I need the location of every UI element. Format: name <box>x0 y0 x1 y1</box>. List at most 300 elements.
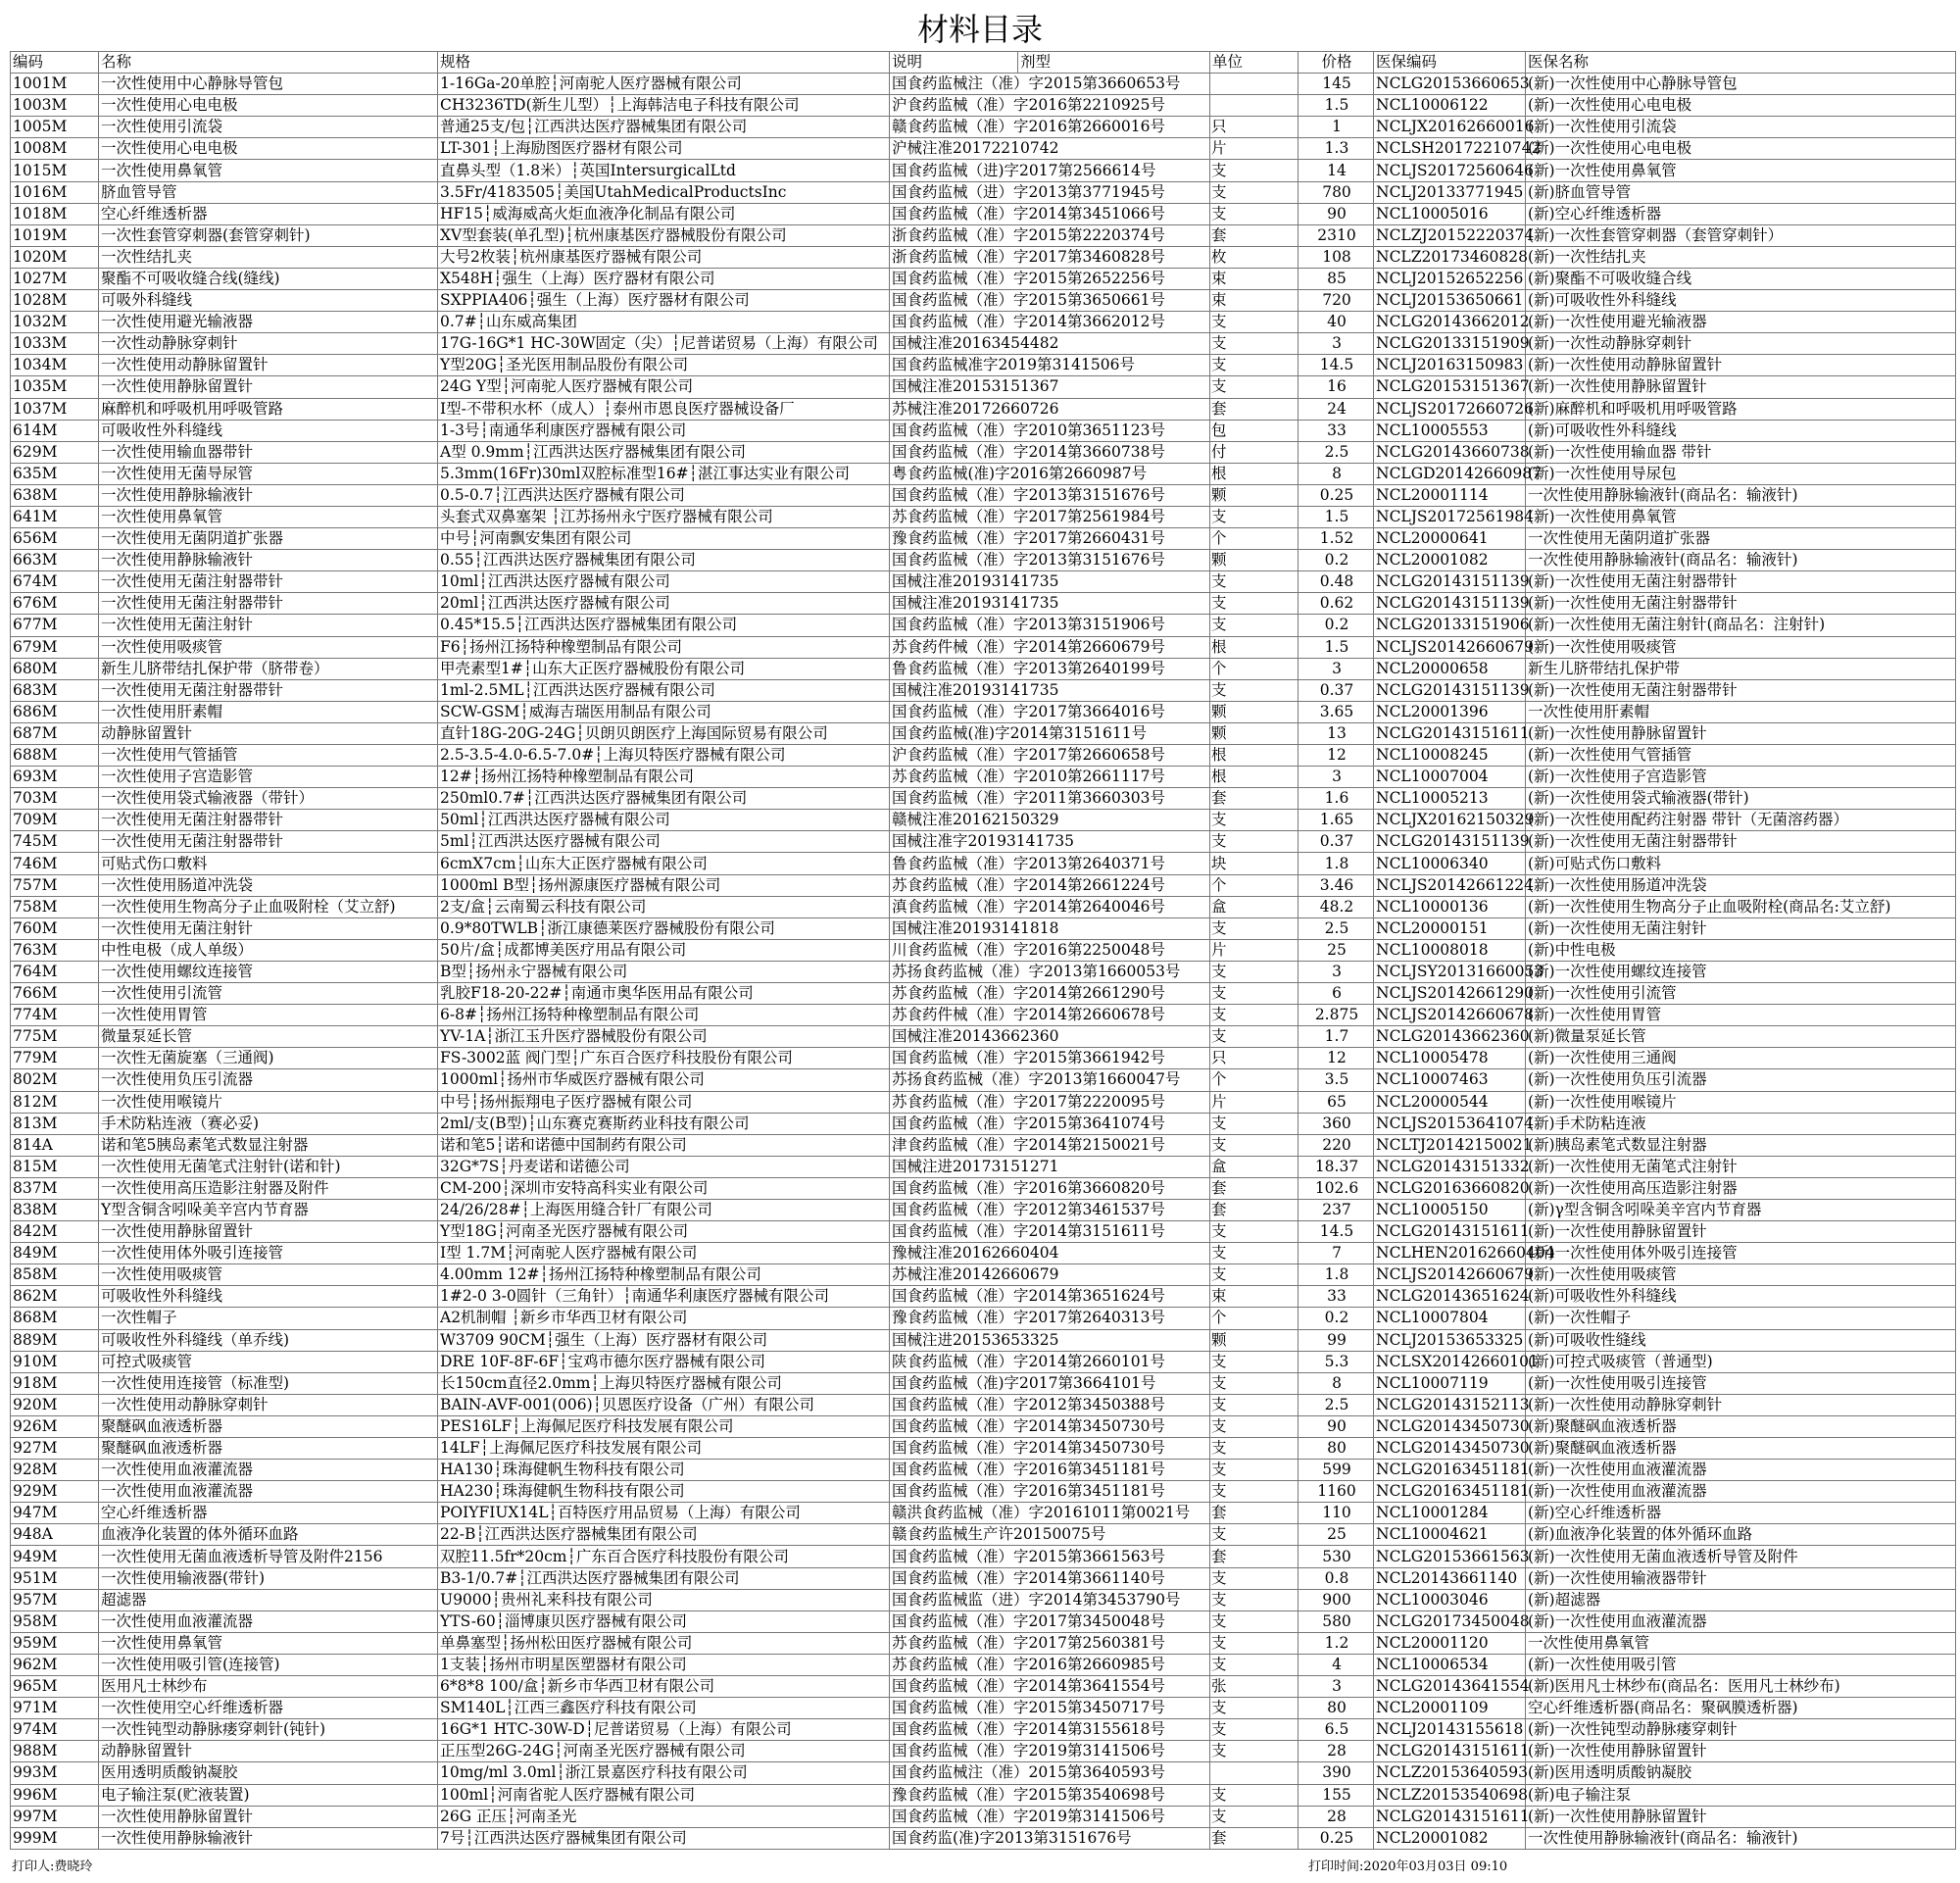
cell-approval: 国食药监械注（准）字2015第3660653号 <box>890 74 1210 95</box>
cell-approval: 国食药监械（准）字2012第3450388号 <box>890 1394 1210 1415</box>
cell-name: 一次性使用空心纤维透析器 <box>99 1698 438 1719</box>
cell-insurance-code: NCL20000658 <box>1374 658 1526 679</box>
cell-approval: 赣食药监械（准）字2016第2660016号 <box>890 117 1210 138</box>
cell-name: 空心纤维透析器 <box>99 1503 438 1524</box>
cell-unit: 支 <box>1210 1394 1298 1415</box>
cell-name: 一次性使用无菌注射器带针 <box>99 810 438 831</box>
cell-price: 0.37 <box>1298 679 1374 701</box>
cell-approval: 苏食药监械（准）字2017第2220095号 <box>890 1091 1210 1113</box>
table-row <box>11 961 1956 982</box>
cell-price: 33 <box>1298 420 1374 441</box>
cell-insurance-code: NCL10007119 <box>1374 1372 1526 1394</box>
cell-approval: 国食药监(准)字2013第3151676号 <box>890 1827 1210 1849</box>
cell-unit: 张 <box>1210 1676 1298 1698</box>
cell-code: 1028M <box>11 290 99 312</box>
cell-name: 一次性帽子 <box>99 1308 438 1329</box>
cell-insurance-name: (新)一次性使用生物高分子止血吸附栓(商品名:艾立舒) <box>1526 896 1956 917</box>
cell-price: 3 <box>1298 658 1374 679</box>
cell-approval: 国械注准20193141735 <box>890 593 1210 615</box>
cell-insurance-name: (新)微量泵延长管 <box>1526 1026 1956 1048</box>
cell-approval: 国食药监械（准）字2014第3651624号 <box>890 1286 1210 1308</box>
cell-approval: 国食药监械（准）字2019第3141506号 <box>890 1741 1210 1762</box>
cell-name: 可吸收性外科缝线 <box>99 420 438 441</box>
cell-unit: 套 <box>1210 1199 1298 1220</box>
cell-price: 237 <box>1298 1199 1374 1220</box>
cell-insurance-name: (新)一次性使用高压造影注射器 <box>1526 1177 1956 1199</box>
cell-name: 一次性使用静脉输液针 <box>99 1827 438 1849</box>
cell-insurance-name: (新)一次性套管穿刺器（套管穿刺针） <box>1526 224 1956 246</box>
cell-insurance-name: (新)胰岛素笔式数显注射器 <box>1526 1134 1956 1156</box>
table-row <box>11 1610 1956 1632</box>
cell-name: Y型含铜含吲哚美辛宫内节育器 <box>99 1199 438 1220</box>
cell-unit: 支 <box>1210 679 1298 701</box>
cell-code: 629M <box>11 441 99 463</box>
cell-approval: 鲁食药监械（准）字2013第2640199号 <box>890 658 1210 679</box>
cell-price: 0.25 <box>1298 1827 1374 1849</box>
table-row <box>11 224 1956 246</box>
cell-code: 687M <box>11 722 99 744</box>
cell-spec: 1000ml┆扬州市华威医疗器械有限公司 <box>438 1069 890 1091</box>
cell-price: 13 <box>1298 722 1374 744</box>
cell-approval: 国械注准20193141735 <box>890 679 1210 701</box>
table-row <box>11 1308 1956 1329</box>
cell-name: 中性电极（成人单级） <box>99 939 438 961</box>
cell-approval: 国食药监械（准）字2015第3661563号 <box>890 1546 1210 1567</box>
cell-name: 一次性使用吸痰管 <box>99 636 438 658</box>
cell-approval: 赣洪食药监械（准）字20161011第0021号 <box>890 1503 1210 1524</box>
cell-approval: 国食药监械（准）字2013第3151676号 <box>890 550 1210 571</box>
cell-price: 0.37 <box>1298 831 1374 853</box>
cell-name: 一次性使用鼻氧管 <box>99 506 438 527</box>
cell-unit: 支 <box>1210 1784 1298 1806</box>
cell-spec: 10ml┆江西洪达医疗器械有限公司 <box>438 571 890 593</box>
cell-unit: 颗 <box>1210 701 1298 722</box>
cell-code: 889M <box>11 1329 99 1351</box>
cell-insurance-name: (新)超滤器 <box>1526 1589 1956 1610</box>
cell-code: 677M <box>11 615 99 636</box>
cell-code: 779M <box>11 1048 99 1069</box>
cell-name: 诺和笔5胰岛素笔式数显注射器 <box>99 1134 438 1156</box>
cell-insurance-name: (新)可吸收性外科缝线 <box>1526 420 1956 441</box>
cell-unit: 支 <box>1210 1264 1298 1286</box>
cell-price: 145 <box>1298 74 1374 95</box>
cell-unit: 个 <box>1210 528 1298 550</box>
cell-insurance-code: NCL20001109 <box>1374 1698 1526 1719</box>
cell-insurance-name: (新)一次性使用避光输液器 <box>1526 312 1956 333</box>
cell-code: 635M <box>11 463 99 484</box>
cell-name: 一次性使用无菌注射器带针 <box>99 679 438 701</box>
cell-code: 688M <box>11 745 99 767</box>
cell-approval: 国械注准20163454482 <box>890 333 1210 355</box>
cell-unit: 支 <box>1210 961 1298 982</box>
cell-unit: 支 <box>1210 1610 1298 1632</box>
cell-insurance-code: NCLJ20153650661 <box>1374 290 1526 312</box>
cell-spec: 17G-16G*1 HC-30W固定（尖）┆尼普诺贸易（上海）有限公司 <box>438 333 890 355</box>
table-row <box>11 1524 1956 1546</box>
cell-code: 760M <box>11 917 99 939</box>
cell-name: 一次性使用无菌血液透析导管及附件2156 <box>99 1546 438 1567</box>
cell-price: 1.8 <box>1298 1264 1374 1286</box>
cell-code: 920M <box>11 1394 99 1415</box>
cell-insurance-code: NCLG20133151909 <box>1374 333 1526 355</box>
cell-spec: 1-3号┆南通华利康医疗器械有限公司 <box>438 420 890 441</box>
cell-code: 959M <box>11 1632 99 1654</box>
cell-price: 0.2 <box>1298 615 1374 636</box>
cell-spec: 长150cm直径2.0mm┆上海贝特医疗器械有限公司 <box>438 1372 890 1394</box>
cell-insurance-name: (新)一次性使用心电电极 <box>1526 95 1956 117</box>
table-row <box>11 74 1956 95</box>
table-row <box>11 181 1956 203</box>
cell-insurance-name: (新)一次性使用动静脉穿刺针 <box>1526 1394 1956 1415</box>
cell-insurance-name: 一次性使用无菌阴道扩张器 <box>1526 528 1956 550</box>
cell-price: 108 <box>1298 246 1374 268</box>
cell-approval: 国食药监械（准）字2016第3451181号 <box>890 1460 1210 1481</box>
cell-spec: 12#┆扬州江扬特种橡塑制品有限公司 <box>438 767 890 788</box>
cell-unit: 套 <box>1210 1177 1298 1199</box>
cell-spec: BAIN-AVF-001(006)┆贝恩医疗设备（广州）有限公司 <box>438 1394 890 1415</box>
cell-insurance-name: (新)一次性使用静脉留置针 <box>1526 1221 1956 1243</box>
col-header-code: 编码 <box>11 52 99 74</box>
cell-unit: 颗 <box>1210 1329 1298 1351</box>
cell-name: 可吸收性外科缝线（单乔线) <box>99 1329 438 1351</box>
cell-insurance-code: NCLG20143662360 <box>1374 1026 1526 1048</box>
cell-insurance-code: NCLZJ20152220374 <box>1374 224 1526 246</box>
cell-unit: 支 <box>1210 376 1298 398</box>
cell-insurance-name: (新)一次性使用三通阀 <box>1526 1048 1956 1069</box>
cell-unit: 根 <box>1210 745 1298 767</box>
cell-spec: 14LF┆上海佩尼医疗科技发展有限公司 <box>438 1438 890 1460</box>
cell-insurance-code: NCLGD20142660987 <box>1374 463 1526 484</box>
cell-name: 一次性使用胃管 <box>99 1005 438 1026</box>
cell-unit: 支 <box>1210 1481 1298 1503</box>
cell-insurance-name: 一次性使用鼻氧管 <box>1526 1632 1956 1654</box>
cell-name: 脐血管导管 <box>99 181 438 203</box>
cell-approval: 国械注准20153151367 <box>890 376 1210 398</box>
cell-code: 1033M <box>11 333 99 355</box>
cell-price: 1.8 <box>1298 853 1374 874</box>
cell-price: 33 <box>1298 1286 1374 1308</box>
cell-insurance-code: NCL10006534 <box>1374 1654 1526 1675</box>
cell-spec: 5.3mm(16Fr)30ml双腔标准型16#┆湛江事达实业有限公司 <box>438 463 890 484</box>
cell-approval: 苏食药件械（准）字2014第2660678号 <box>890 1005 1210 1026</box>
cell-code: 1027M <box>11 268 99 289</box>
table-row <box>11 1243 1956 1264</box>
cell-spec: I型-不带积水杯（成人）┆泰州市恩良医疗器械设备厂 <box>438 398 890 420</box>
cell-insurance-name: (新)可控式吸痰管（普通型) <box>1526 1351 1956 1372</box>
cell-insurance-name: (新)一次性使用血液灌流器 <box>1526 1460 1956 1481</box>
cell-price: 3.5 <box>1298 1069 1374 1091</box>
cell-approval: 豫食药监械（准）字2017第2660431号 <box>890 528 1210 550</box>
cell-spec: SXPPIA406┆强生（上海）医疗器材有限公司 <box>438 290 890 312</box>
cell-price: 220 <box>1298 1134 1374 1156</box>
cell-spec: 普通25支/包┆江西洪达医疗器械集团有限公司 <box>438 117 890 138</box>
cell-spec: 0.9*80TWLB┆浙江康德莱医疗器械股份有限公司 <box>438 917 890 939</box>
cell-approval: 豫食药监械（准）字2015第3540698号 <box>890 1784 1210 1806</box>
cell-unit: 支 <box>1210 1741 1298 1762</box>
table-row <box>11 658 1956 679</box>
cell-unit: 个 <box>1210 1069 1298 1091</box>
cell-insurance-name: (新)一次性钝型动静脉瘘穿刺针 <box>1526 1719 1956 1741</box>
cell-insurance-name: (新)一次性使用静脉留置针 <box>1526 376 1956 398</box>
cell-spec: 乳胶F18-20-22#┆南通市奥华医用品有限公司 <box>438 983 890 1005</box>
cell-approval: 国食药监械准字2019第3141506号 <box>890 355 1210 376</box>
cell-price: 390 <box>1298 1762 1374 1784</box>
cell-spec: 1000ml B型┆扬州源康医疗器械有限公司 <box>438 874 890 896</box>
cell-price: 1.6 <box>1298 788 1374 810</box>
cell-unit: 个 <box>1210 874 1298 896</box>
cell-price: 25 <box>1298 939 1374 961</box>
cell-insurance-code: NCLJ20163150983 <box>1374 355 1526 376</box>
col-header-price: 价格 <box>1298 52 1374 74</box>
cell-spec: 1-16Ga-20单腔┆河南驼人医疗器械有限公司 <box>438 74 890 95</box>
cell-unit: 支 <box>1210 203 1298 224</box>
cell-unit: 根 <box>1210 767 1298 788</box>
cell-unit: 颗 <box>1210 722 1298 744</box>
cell-price: 80 <box>1298 1438 1374 1460</box>
cell-unit: 付 <box>1210 441 1298 463</box>
col-header-spec: 规格 <box>438 52 890 74</box>
cell-unit: 支 <box>1210 917 1298 939</box>
cell-insurance-name: (新)一次性使用吸引连接管 <box>1526 1372 1956 1394</box>
cell-spec: 5ml┆江西洪达医疗器械有限公司 <box>438 831 890 853</box>
cell-unit: 盒 <box>1210 896 1298 917</box>
cell-insurance-name: (新)可吸收性缝线 <box>1526 1329 1956 1351</box>
table-row <box>11 1264 1956 1286</box>
cell-price: 155 <box>1298 1784 1374 1806</box>
cell-name: 一次性使用气管插管 <box>99 745 438 767</box>
cell-spec: 0.7#┆山东威高集团 <box>438 312 890 333</box>
cell-spec: 3.5Fr/4183505┆美国UtahMedicalProductsInc <box>438 181 890 203</box>
cell-code: 758M <box>11 896 99 917</box>
cell-insurance-code: NCLG20143151139 <box>1374 831 1526 853</box>
table-row <box>11 1676 1956 1698</box>
cell-name: 一次性使用中心静脉导管包 <box>99 74 438 95</box>
cell-insurance-code: NCL20001082 <box>1374 550 1526 571</box>
cell-price: 5.3 <box>1298 1351 1374 1372</box>
cell-code: 703M <box>11 788 99 810</box>
cell-unit: 套 <box>1210 1503 1298 1524</box>
cell-price: 900 <box>1298 1589 1374 1610</box>
cell-insurance-name: (新)一次性使用引流袋 <box>1526 117 1956 138</box>
cell-code: 918M <box>11 1372 99 1394</box>
cell-price: 1.5 <box>1298 636 1374 658</box>
cell-name: 一次性使用动静脉穿刺针 <box>99 1394 438 1415</box>
cell-code: 926M <box>11 1415 99 1437</box>
cell-approval: 津食药监械（准）字2014第2150021号 <box>890 1134 1210 1156</box>
table-row <box>11 1438 1956 1460</box>
cell-insurance-code: NCLJ20152652256 <box>1374 268 1526 289</box>
table-row <box>11 290 1956 312</box>
cell-price: 1160 <box>1298 1481 1374 1503</box>
cell-price: 1.7 <box>1298 1026 1374 1048</box>
cell-approval: 国食药监械（准）字2014第3641554号 <box>890 1676 1210 1698</box>
table-row <box>11 1372 1956 1394</box>
cell-approval: 国食药监械（准）字2019第3141506号 <box>890 1806 1210 1827</box>
cell-approval: 苏食药监械（准）字2014第2661224号 <box>890 874 1210 896</box>
cell-insurance-code: NCLJ20153653325 <box>1374 1329 1526 1351</box>
cell-code: 1015M <box>11 160 99 181</box>
cell-code: 838M <box>11 1199 99 1220</box>
cell-insurance-code: NCLJS20172660726 <box>1374 398 1526 420</box>
cell-insurance-code: NCL10000136 <box>1374 896 1526 917</box>
cell-insurance-name: (新)空心纤维透析器 <box>1526 203 1956 224</box>
cell-name: 一次性使用无菌注射针 <box>99 615 438 636</box>
cell-name: 一次性使用静脉输液针 <box>99 550 438 571</box>
cell-insurance-code: NCL20000641 <box>1374 528 1526 550</box>
cell-insurance-name: (新)一次性使用无菌注射器带针 <box>1526 831 1956 853</box>
cell-name: 一次性使用负压引流器 <box>99 1069 438 1091</box>
table-row <box>11 1091 1956 1113</box>
cell-insurance-name: (新)一次性使用无菌注射器带针 <box>1526 679 1956 701</box>
cell-insurance-code: NCLG20143152113 <box>1374 1394 1526 1415</box>
table-row <box>11 571 1956 593</box>
cell-insurance-name: (新)医用凡士林纱布(商品名：医用凡士林纱布) <box>1526 1676 1956 1698</box>
cell-unit: 支 <box>1210 1113 1298 1134</box>
col-header-form: 剂型 <box>1018 52 1210 74</box>
cell-spec: B3-1/0.7#┆江西洪达医疗器械集团有限公司 <box>438 1567 890 1589</box>
cell-name: 空心纤维透析器 <box>99 203 438 224</box>
cell-price: 80 <box>1298 1698 1374 1719</box>
cell-insurance-name: (新)一次性使用体外吸引连接管 <box>1526 1243 1956 1264</box>
cell-unit: 套 <box>1210 398 1298 420</box>
cell-insurance-name: (新)一次性使用血液灌流器 <box>1526 1481 1956 1503</box>
material-table <box>10 51 1956 1850</box>
cell-name: 聚醚砜血液透析器 <box>99 1415 438 1437</box>
cell-price: 6.5 <box>1298 1719 1374 1741</box>
cell-name: 一次性使用血液灌流器 <box>99 1481 438 1503</box>
table-row <box>11 1741 1956 1762</box>
cell-insurance-code: NCL10005150 <box>1374 1199 1526 1220</box>
cell-price: 40 <box>1298 312 1374 333</box>
cell-insurance-name: (新)聚酯不可吸收缝合线 <box>1526 268 1956 289</box>
cell-name: 一次性使用引流袋 <box>99 117 438 138</box>
cell-price: 720 <box>1298 290 1374 312</box>
cell-price: 1.3 <box>1298 138 1374 160</box>
cell-spec: DRE 10F-8F-6F┆宝鸡市德尔医疗器械有限公司 <box>438 1351 890 1372</box>
cell-unit: 套 <box>1210 224 1298 246</box>
cell-insurance-code: NCLJ20133771945 <box>1374 181 1526 203</box>
cell-code: 614M <box>11 420 99 441</box>
cell-unit: 束 <box>1210 268 1298 289</box>
cell-unit: 支 <box>1210 983 1298 1005</box>
cell-code: 971M <box>11 1698 99 1719</box>
cell-price: 12 <box>1298 745 1374 767</box>
cell-spec: X548H┆强生（上海）医疗器材有限公司 <box>438 268 890 289</box>
table-row <box>11 983 1956 1005</box>
cell-spec: 1ml-2.5ML┆江西洪达医疗器械有限公司 <box>438 679 890 701</box>
cell-insurance-name: (新)一次性使用气管插管 <box>1526 745 1956 767</box>
cell-price: 99 <box>1298 1329 1374 1351</box>
cell-price: 90 <box>1298 203 1374 224</box>
cell-code: 709M <box>11 810 99 831</box>
table-row <box>11 1199 1956 1220</box>
cell-insurance-code: NCL10007804 <box>1374 1308 1526 1329</box>
cell-unit: 支 <box>1210 181 1298 203</box>
cell-unit: 根 <box>1210 463 1298 484</box>
cell-code: 745M <box>11 831 99 853</box>
cell-insurance-name: (新)一次性使用中心静脉导管包 <box>1526 74 1956 95</box>
table-row <box>11 874 1956 896</box>
cell-spec: SM140L┆江西三鑫医疗科技有限公司 <box>438 1698 890 1719</box>
table-row <box>11 615 1956 636</box>
cell-code: 683M <box>11 679 99 701</box>
cell-code: 962M <box>11 1654 99 1675</box>
cell-price: 48.2 <box>1298 896 1374 917</box>
cell-spec: 0.55┆江西洪达医疗器械集团有限公司 <box>438 550 890 571</box>
table-row <box>11 1048 1956 1069</box>
cell-price: 16 <box>1298 376 1374 398</box>
cell-name: 一次性使用避光输液器 <box>99 312 438 333</box>
cell-spec: SCW-GSM┆威海吉瑞医用制品有限公司 <box>438 701 890 722</box>
cell-code: 1001M <box>11 74 99 95</box>
cell-code: 802M <box>11 1069 99 1091</box>
cell-insurance-code: NCLSX20142660101 <box>1374 1351 1526 1372</box>
cell-insurance-code: NCL10005016 <box>1374 203 1526 224</box>
cell-spec: 诺和笔5┆诺和诺德中国制药有限公司 <box>438 1134 890 1156</box>
cell-code: 746M <box>11 853 99 874</box>
footer <box>12 1858 1952 1877</box>
table-row <box>11 355 1956 376</box>
table-row <box>11 1654 1956 1675</box>
cell-approval: 国食药监械(准)字2014第3151611号 <box>890 722 1210 744</box>
cell-approval: 国食药监械（准）字2015第2652256号 <box>890 268 1210 289</box>
cell-insurance-code: NCLG20173450048 <box>1374 1610 1526 1632</box>
cell-insurance-name: (新)空心纤维透析器 <box>1526 1503 1956 1524</box>
cell-insurance-code: NCLG20143450730 <box>1374 1415 1526 1437</box>
cell-spec: 32G*7S┆丹麦诺和诺德公司 <box>438 1156 890 1177</box>
cell-insurance-code: NCLG20153661563 <box>1374 1546 1526 1567</box>
cell-approval: 国食药监械（准）字2015第3450717号 <box>890 1698 1210 1719</box>
cell-code: 1003M <box>11 95 99 117</box>
cell-spec: CM-200┆深圳市安特高科实业有限公司 <box>438 1177 890 1199</box>
cell-unit: 只 <box>1210 117 1298 138</box>
cell-approval: 鲁食药监械（准）字2013第2640371号 <box>890 853 1210 874</box>
cell-insurance-name: (新)一次性使用无菌血液透析导管及附件 <box>1526 1546 1956 1567</box>
cell-code: 693M <box>11 767 99 788</box>
cell-insurance-code: NCL10005213 <box>1374 788 1526 810</box>
cell-unit: 片 <box>1210 939 1298 961</box>
cell-price: 0.62 <box>1298 593 1374 615</box>
cell-spec: 1支装┆扬州市明星医塑器材有限公司 <box>438 1654 890 1675</box>
cell-spec: 头套式双鼻塞架 ┆江苏扬州永宁医疗器械有限公司 <box>438 506 890 527</box>
cell-approval: 苏食药监械（准）字2017第2560381号 <box>890 1632 1210 1654</box>
cell-insurance-name: (新)一次性使用静脉留置针 <box>1526 722 1956 744</box>
col-header-insurance-name: 医保名称 <box>1526 52 1956 74</box>
cell-name: 一次性使用肠道冲洗袋 <box>99 874 438 896</box>
cell-approval: 国食药监械（准）字2017第3664016号 <box>890 701 1210 722</box>
cell-spec: Y型20G┆圣光医用制品股份有限公司 <box>438 355 890 376</box>
cell-code: 868M <box>11 1308 99 1329</box>
cell-name: 一次性使用动静脉留置针 <box>99 355 438 376</box>
cell-insurance-name: (新)一次性使用输液器带针 <box>1526 1567 1956 1589</box>
cell-name: 聚酯不可吸收缝合线(缝线) <box>99 268 438 289</box>
table-row <box>11 312 1956 333</box>
cell-unit: 支 <box>1210 1415 1298 1437</box>
cell-approval: 国食药监械（准）字2014第3155618号 <box>890 1719 1210 1741</box>
cell-unit <box>1210 74 1298 95</box>
cell-price: 2.5 <box>1298 917 1374 939</box>
cell-unit: 支 <box>1210 1460 1298 1481</box>
cell-approval: 国食药监械（准）字2012第3461537号 <box>890 1199 1210 1220</box>
cell-unit: 套 <box>1210 1546 1298 1567</box>
cell-spec: I型 1.7M┆河南驼人医疗器械有限公司 <box>438 1243 890 1264</box>
cell-unit: 支 <box>1210 1632 1298 1654</box>
cell-approval: 国食药监械（准)字2017第3664101号 <box>890 1372 1210 1394</box>
cell-code: 974M <box>11 1719 99 1741</box>
cell-insurance-code: NCLG20143151332 <box>1374 1156 1526 1177</box>
cell-price: 18.37 <box>1298 1156 1374 1177</box>
cell-insurance-code: NCL10006122 <box>1374 95 1526 117</box>
